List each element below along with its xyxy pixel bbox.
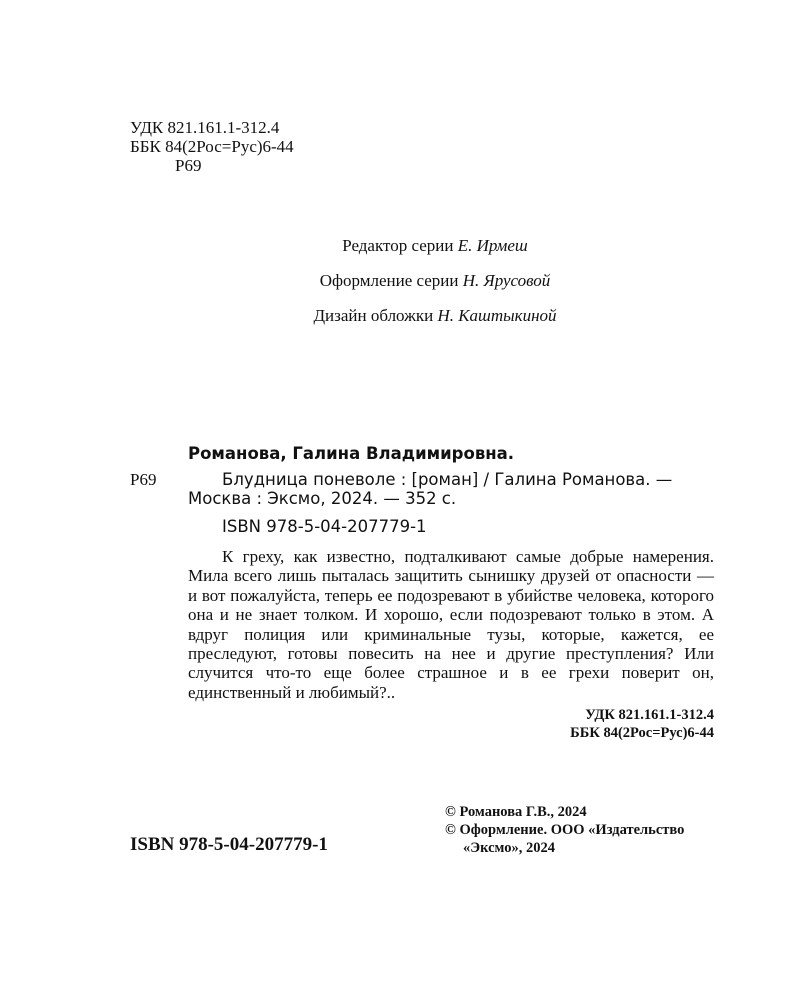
annotation-udk: УДК 821.161.1-312.4 [585,707,714,723]
entry-code: Р69 [130,470,157,489]
credit-name: Н. Каштыкиной [437,306,557,325]
credit-cover-design [0,306,800,326]
copyright-block [445,803,684,857]
entry-isbn: ISBN 978-5-04-207779-1 [222,517,427,536]
udk-code: УДК 821.161.1-312.4 [130,118,280,137]
annotation-codes [570,706,714,742]
credit-series-design [0,271,800,291]
title-line-2: Москва : Эксмо, 2024. — 352 с. [188,489,457,508]
credit-role: Оформление серии [319,271,459,290]
bbk-code: ББК 84(2Рос=Рус)6-44 [130,137,294,156]
annotation-bbk: ББК 84(2Рос=Рус)6-44 [570,725,714,741]
annotation [188,547,714,702]
author-mark: Р69 [175,156,202,175]
footer-isbn: ISBN 978-5-04-207779-1 [130,834,328,855]
title-line-1: Блудница поневоле : [роман] / Галина Романова. — [222,470,673,489]
annotation-text: К греху, как известно, подталкивают самые добрые намерения. Мила всего лишь пыталась защитить сынишку друзей от опасности — и вот пожалуйста, теперь ее подозревают в убийстве человека, которого она и не знает толком. И хорошо, если подозревают только в этом. А вдруг полиция или криминальные тузы, которые, кажется, ее преследуют, готовы повесить на нее и другие преступления? Или случится что-то еще более страшное и в ее грехи поверит он, единственный и любимый?.. [188,547,714,702]
credit-role: Редактор серии [342,236,454,255]
copyright-design-cont: «Эксмо», 2024 [463,840,555,856]
credit-name: Е. Ирмеш [457,236,528,255]
credit-name: Н. Ярусовой [462,271,551,290]
copyright-author: © Романова Г.В., 2024 [445,804,587,820]
credit-series-editor [0,236,800,256]
copyright-design: © Оформление. ООО «Издательство [445,822,685,838]
author-heading: Романова, Галина Владимировна. [188,444,515,463]
credit-role: Дизайн обложки [313,306,434,325]
